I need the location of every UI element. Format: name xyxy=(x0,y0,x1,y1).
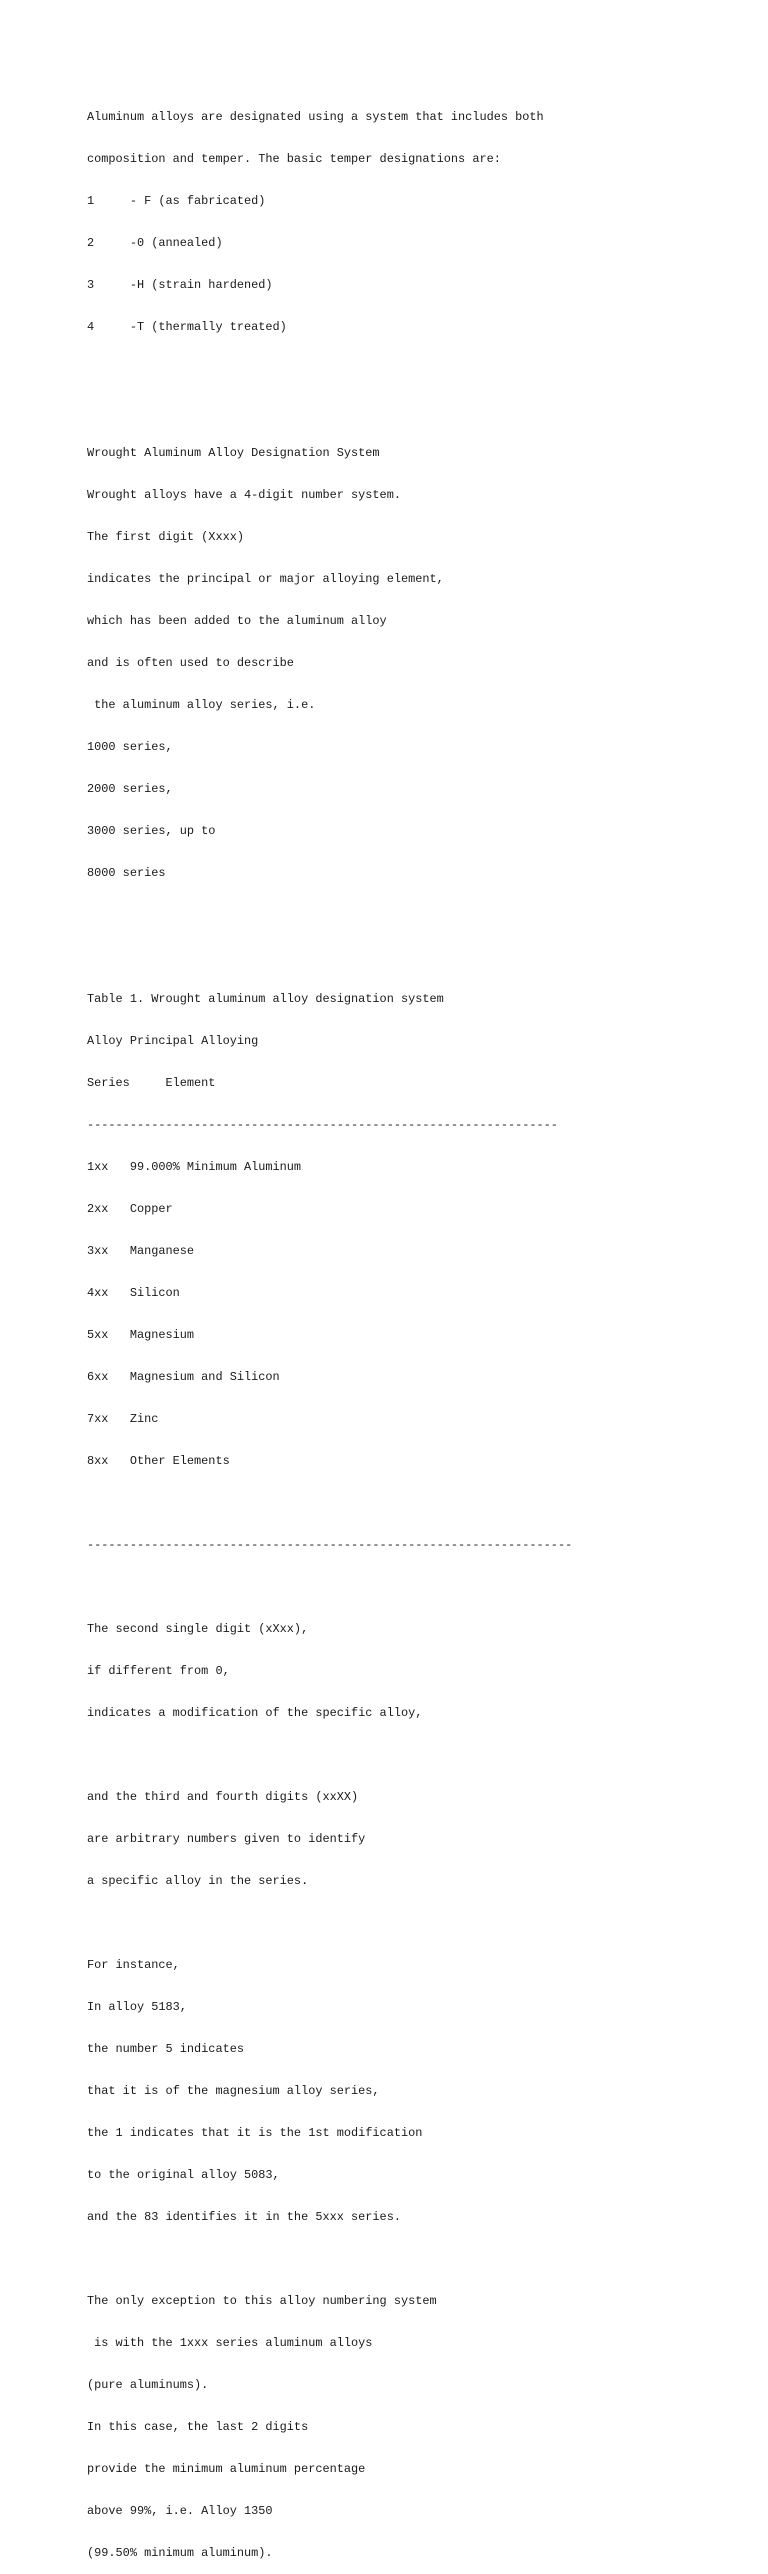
text-line: 2000 series, xyxy=(87,782,173,796)
table-rule: -------------------------------------------------------------------- xyxy=(87,1538,573,1552)
text-line: 3000 series, up to xyxy=(87,824,216,838)
blank-line xyxy=(87,950,572,964)
blank-line xyxy=(87,1748,572,1762)
text-line: Aluminum alloys are designated using a system that includes both xyxy=(87,110,544,124)
text-line: the number 5 indicates xyxy=(87,2042,244,2056)
text-line: 4 -T (thermally treated) xyxy=(87,320,287,334)
table-row: 8xx Other Elements xyxy=(87,1454,230,1468)
section-heading: Wrought Aluminum Alloy Designation System xyxy=(87,446,380,460)
table-row: 1xx 99.000% Minimum Aluminum xyxy=(87,1160,302,1174)
text-line: if different from 0, xyxy=(87,1664,230,1678)
text-line: For instance, xyxy=(87,1958,180,1972)
text-line: above 99%, i.e. Alloy 1350 xyxy=(87,2504,273,2518)
document-body xyxy=(87,82,572,2574)
blank-line xyxy=(87,404,572,418)
text-line: (pure aluminums). xyxy=(87,2378,209,2392)
text-line: 3 -H (strain hardened) xyxy=(87,278,273,292)
text-line: the 1 indicates that it is the 1st modification xyxy=(87,2126,423,2140)
text-line: the aluminum alloy series, i.e. xyxy=(87,698,316,712)
text-line: The only exception to this alloy numbering system xyxy=(87,2294,437,2308)
blank-line xyxy=(87,1580,572,1594)
table-caption: Table 1. Wrought aluminum alloy designation system xyxy=(87,992,444,1006)
table-row: 6xx Magnesium and Silicon xyxy=(87,1370,280,1384)
text-line: composition and temper. The basic temper designations are: xyxy=(87,152,501,166)
blank-line xyxy=(87,908,572,922)
table-row: 5xx Magnesium xyxy=(87,1328,195,1342)
table-rule: ------------------------------------------------------------------ xyxy=(87,1118,558,1132)
text-line: In this case, the last 2 digits xyxy=(87,2420,309,2434)
table-row: 2xx Copper xyxy=(87,1202,173,1216)
text-line: (99.50% minimum aluminum). xyxy=(87,2546,273,2560)
table-row: 3xx Manganese xyxy=(87,1244,195,1258)
text-line: is with the 1xxx series aluminum alloys xyxy=(87,2336,373,2350)
text-line: and the 83 identifies it in the 5xxx series. xyxy=(87,2210,401,2224)
text-line: Wrought alloys have a 4-digit number system. xyxy=(87,488,401,502)
text-line: are arbitrary numbers given to identify xyxy=(87,1832,366,1846)
text-line: The second single digit (xXxx), xyxy=(87,1622,309,1636)
table-row: 4xx Silicon xyxy=(87,1286,180,1300)
text-line: and the third and fourth digits (xxXX) xyxy=(87,1790,359,1804)
blank-line xyxy=(87,362,572,376)
text-line: and is often used to describe xyxy=(87,656,294,670)
table-header: Series Element xyxy=(87,1076,216,1090)
text-line: 2 -0 (annealed) xyxy=(87,236,223,250)
text-line: The first digit (Xxxx) xyxy=(87,530,244,544)
table-header: Alloy Principal Alloying xyxy=(87,1034,259,1048)
text-line: indicates the principal or major alloying element, xyxy=(87,572,444,586)
blank-line xyxy=(87,2252,572,2266)
text-line: In alloy 5183, xyxy=(87,2000,187,2014)
text-line: to the original alloy 5083, xyxy=(87,2168,280,2182)
blank-line xyxy=(87,1916,572,1930)
text-line: indicates a modification of the specific alloy, xyxy=(87,1706,423,1720)
text-line: 1 - F (as fabricated) xyxy=(87,194,266,208)
text-line: a specific alloy in the series. xyxy=(87,1874,309,1888)
text-line: 8000 series xyxy=(87,866,166,880)
blank-line xyxy=(87,1496,572,1510)
table-row: 7xx Zinc xyxy=(87,1412,159,1426)
text-line: which has been added to the aluminum alloy xyxy=(87,614,387,628)
text-line: 1000 series, xyxy=(87,740,173,754)
text-line: provide the minimum aluminum percentage xyxy=(87,2462,366,2476)
text-line: that it is of the magnesium alloy series, xyxy=(87,2084,380,2098)
